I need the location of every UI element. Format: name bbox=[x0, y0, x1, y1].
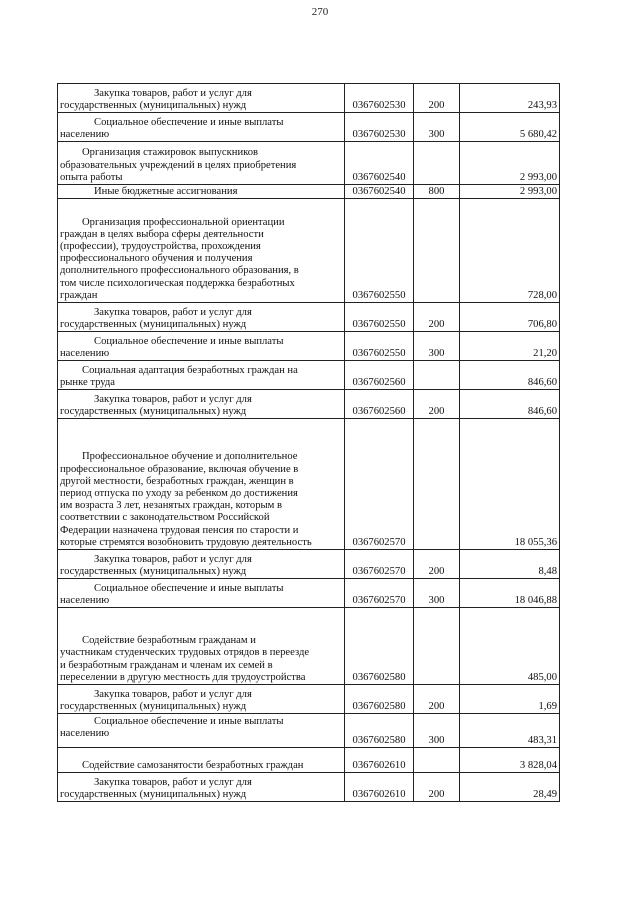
table-row bbox=[58, 608, 560, 685]
table-row bbox=[58, 550, 560, 579]
row-code: 0367602540 bbox=[345, 185, 414, 199]
row-code: 0367602560 bbox=[345, 390, 414, 419]
row-vr: 300 bbox=[414, 714, 460, 748]
table-row bbox=[58, 773, 560, 802]
row-name: Закупка товаров, работ и услуг для государственных (муниципальных) нужд bbox=[58, 303, 345, 332]
row-sum: 8,48 bbox=[460, 550, 560, 579]
row-vr bbox=[414, 748, 460, 773]
row-sum: 28,49 bbox=[460, 773, 560, 802]
row-code: 0367602530 bbox=[345, 113, 414, 142]
table-row bbox=[58, 303, 560, 332]
row-vr bbox=[414, 608, 460, 685]
row-code: 0367602540 bbox=[345, 142, 414, 185]
row-name: Социальное обеспечение и иные выплаты населению bbox=[58, 714, 345, 748]
row-sum: 18 046,88 bbox=[460, 579, 560, 608]
row-sum: 18 055,36 bbox=[460, 419, 560, 550]
row-name: Закупка товаров, работ и услуг для государственных (муниципальных) нужд bbox=[58, 685, 345, 714]
table-row bbox=[58, 332, 560, 361]
row-sum: 2 993,00 bbox=[460, 142, 560, 185]
row-code: 0367602550 bbox=[345, 332, 414, 361]
row-name: Социальное обеспечение и иные выплаты населению bbox=[58, 113, 345, 142]
row-vr bbox=[414, 199, 460, 303]
row-sum: 846,60 bbox=[460, 390, 560, 419]
budget-table bbox=[57, 83, 560, 802]
row-code: 0367602570 bbox=[345, 550, 414, 579]
table-row bbox=[58, 84, 560, 113]
row-vr: 300 bbox=[414, 113, 460, 142]
row-vr: 200 bbox=[414, 84, 460, 113]
row-sum: 243,93 bbox=[460, 84, 560, 113]
row-name: Социальное обеспечение и иные выплаты населению bbox=[58, 332, 345, 361]
row-sum: 728,00 bbox=[460, 199, 560, 303]
row-name: Иные бюджетные ассигнования bbox=[58, 185, 345, 199]
row-sum: 485,00 bbox=[460, 608, 560, 685]
row-name: Организация стажировок выпускников образовательных учреждений в целях приобретения опыта работы bbox=[58, 142, 345, 185]
row-vr: 200 bbox=[414, 550, 460, 579]
row-sum: 3 828,04 bbox=[460, 748, 560, 773]
row-vr bbox=[414, 361, 460, 390]
table-row bbox=[58, 390, 560, 419]
row-code: 0367602580 bbox=[345, 685, 414, 714]
row-sum: 1,69 bbox=[460, 685, 560, 714]
row-vr bbox=[414, 419, 460, 550]
row-vr: 200 bbox=[414, 773, 460, 802]
page-number: 270 bbox=[311, 6, 329, 18]
row-code: 0367602610 bbox=[345, 773, 414, 802]
row-vr: 200 bbox=[414, 303, 460, 332]
row-sum: 21,20 bbox=[460, 332, 560, 361]
row-sum: 5 680,42 bbox=[460, 113, 560, 142]
table-row bbox=[58, 113, 560, 142]
row-code: 0367602580 bbox=[345, 714, 414, 748]
table-row bbox=[58, 185, 560, 199]
row-code: 0367602570 bbox=[345, 579, 414, 608]
row-name: Профессиональное обучение и дополнительное профессиональное образование, включая обучение в другой местности, безработных граждан, женщин в период отпуска по уходу за ребенком до достижения им возраста 3 лет, незанятых граждан, которым в соответствии с законодательством Российской Федерации назначена трудовая пенсия по старости и которые стремятся возобновить трудовую деятельность bbox=[58, 419, 345, 550]
row-sum: 483,31 bbox=[460, 714, 560, 748]
table-row bbox=[58, 579, 560, 608]
table-row bbox=[58, 419, 560, 550]
row-code: 0367602570 bbox=[345, 419, 414, 550]
row-name: Закупка товаров, работ и услуг для государственных (муниципальных) нужд bbox=[58, 773, 345, 802]
row-code: 0367602550 bbox=[345, 303, 414, 332]
row-code: 0367602560 bbox=[345, 361, 414, 390]
row-code: 0367602530 bbox=[345, 84, 414, 113]
row-vr: 300 bbox=[414, 332, 460, 361]
row-code: 0367602610 bbox=[345, 748, 414, 773]
table-row bbox=[58, 142, 560, 185]
row-name: Закупка товаров, работ и услуг для государственных (муниципальных) нужд bbox=[58, 550, 345, 579]
row-name: Социальная адаптация безработных граждан на рынке труда bbox=[58, 361, 345, 390]
row-vr: 300 bbox=[414, 579, 460, 608]
row-sum: 706,80 bbox=[460, 303, 560, 332]
table-row bbox=[58, 714, 560, 748]
row-code: 0367602580 bbox=[345, 608, 414, 685]
row-code: 0367602550 bbox=[345, 199, 414, 303]
table-row bbox=[58, 685, 560, 714]
table-row bbox=[58, 199, 560, 303]
row-name: Организация профессиональной ориентации граждан в целях выбора сферы деятельности (профессии), трудоустройства, прохождения профессионального обучения и получения дополнительного профессионального образования, в том числе психологическая поддержка безработных граждан bbox=[58, 199, 345, 303]
row-vr: 800 bbox=[414, 185, 460, 199]
row-sum: 2 993,00 bbox=[460, 185, 560, 199]
row-vr bbox=[414, 142, 460, 185]
row-name: Содействие безработным гражданам и участникам студенческих трудовых отрядов в переезде и безработным гражданам и членам их семей в переселении в другую местность для трудоустройства bbox=[58, 608, 345, 685]
row-name: Содействие самозанятости безработных граждан bbox=[58, 748, 345, 773]
row-name: Закупка товаров, работ и услуг для государственных (муниципальных) нужд bbox=[58, 390, 345, 419]
row-name: Закупка товаров, работ и услуг для государственных (муниципальных) нужд bbox=[58, 84, 345, 113]
row-sum: 846,60 bbox=[460, 361, 560, 390]
table-row bbox=[58, 748, 560, 773]
row-vr: 200 bbox=[414, 685, 460, 714]
row-name: Социальное обеспечение и иные выплаты населению bbox=[58, 579, 345, 608]
row-vr: 200 bbox=[414, 390, 460, 419]
table-row bbox=[58, 361, 560, 390]
